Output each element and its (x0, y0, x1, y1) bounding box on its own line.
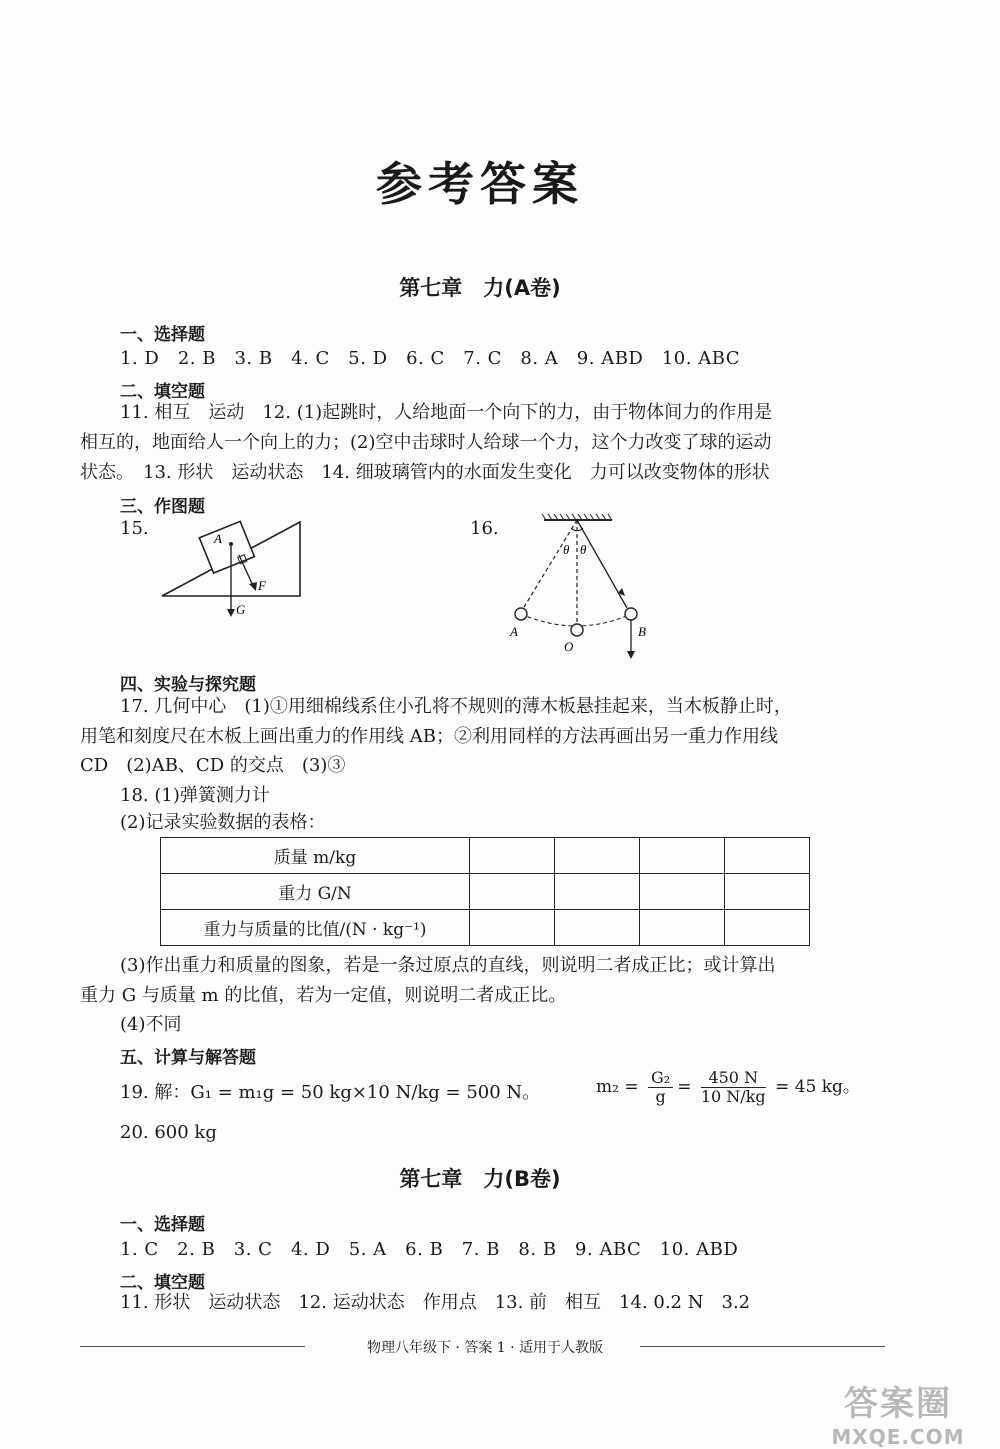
exp17-line-2: 用笔和刻度尺在木板上画出重力的作用线 AB；②利用同样的方法再画出另一重力作用线 (80, 726, 778, 747)
ball-a (515, 608, 527, 620)
section-calc-a: 五、计算与解答题 (120, 1048, 256, 1068)
fill-line-1: 11. 相互 运动 12. (1)起跳时，人给地面一个向下的力，由于物体间力的作用是 (120, 402, 773, 423)
watermark-top: 答案圈 (844, 1384, 952, 1424)
ball-o (571, 624, 583, 636)
table-cell-mass: 质量 m/kg (161, 838, 470, 874)
label-f: F (258, 578, 266, 593)
choice-answers-b: 1. C 2. B 3. C 4. D 5. A 6. B 7. B 8. B 9. ABC 10. ABD (120, 1239, 739, 1260)
q20-answer: 20. 600 kg (120, 1122, 217, 1143)
exp17-line-3: CD (2)AB、CD 的交点 (3)③ (80, 755, 346, 776)
ball-b (625, 608, 637, 620)
figure-15-incline (150, 510, 330, 625)
section-experiment-a: 四、实验与探究题 (120, 675, 256, 695)
exp18-line-5: (4)不同 (120, 1014, 182, 1035)
table-cell-gravity: 重力 G/N (161, 874, 470, 910)
exp18-line-1: 18. (1)弹簧测力计 (120, 785, 270, 806)
label-g: G (236, 602, 246, 617)
q15-label: 15. (120, 518, 149, 539)
q16-label: 16. (470, 518, 499, 539)
label-a: A (214, 531, 222, 546)
label-b: B (638, 624, 646, 639)
table-row (161, 874, 810, 910)
section-fill-b: 二、填空题 (120, 1273, 205, 1293)
string-right (577, 520, 627, 608)
section-choice-a: 一、选择题 (120, 325, 205, 345)
exp18-line-3: (3)作出重力和质量的图象，若是一条过原点的直线，则说明二者成正比；或计算出 (120, 955, 776, 976)
q19-answer: 19. 解：G₁ = m₁g = 50 kg×10 N/kg = 500 N。 (120, 1082, 541, 1103)
q19-formula: m₂ = $\frac{\text{G₂}}{g}$ = $\frac{450 N}{10 N/kg}$ = 45 kg。 (596, 1068, 860, 1106)
table-row (161, 910, 810, 946)
exp18-line-2: (2)记录实验数据的表格： (120, 812, 326, 833)
string-left-dashed (521, 520, 577, 612)
chapter-b-heading: 第七章 力(B卷) (399, 1167, 561, 1191)
section-fill-a: 二、填空题 (120, 382, 205, 402)
watermark-bottom: MXQE.COM (831, 1425, 965, 1449)
frac2-num: 450 N (701, 1069, 766, 1088)
frac2-den: 10 N/kg (700, 1087, 766, 1106)
label-a: A (510, 624, 518, 639)
label-o: O (564, 639, 574, 654)
figure-16-pendulum (500, 510, 660, 665)
table-cell-ratio: 重力与质量的比值/(N · kg⁻¹) (161, 910, 470, 946)
fill-line-2: 相互的，地面给人一个向上的力；(2)空中击球时人给球一个力，这个力改变了球的运动 (80, 432, 772, 453)
choice-answers-a: 1. D 2. B 3. B 4. C 5. D 6. C 7. C 8. A 9. ABD 10. ABC (120, 348, 741, 369)
theta-right: θ (580, 542, 587, 557)
block-a (199, 521, 254, 573)
frac1-num: G₂ (648, 1069, 673, 1088)
data-record-table (160, 837, 810, 946)
exp18-line-4: 重力 G 与质量 m 的比值，若为一定值，则说明二者成正比。 (80, 985, 567, 1006)
page-title: 参考答案 (376, 157, 584, 211)
watermark-logo (808, 1376, 988, 1449)
table-row (161, 838, 810, 874)
q19-formula-right: = 45 kg。 (775, 1077, 860, 1097)
page-footer: 物理八年级下 · 答案 1 · 适用于人教版 (366, 1340, 604, 1356)
q19-formula-left: m₂ = (596, 1077, 639, 1097)
theta-left: θ (563, 542, 570, 557)
fill-answers-b: 11. 形状 运动状态 12. 运动状态 作用点 13. 前 相互 14. 0.2 N 3.2 (120, 1292, 751, 1313)
exp17-line-1: 17. 几何中心 (1)①用细棉线系住小孔将不规则的薄木板悬挂起来，当木板静止时， (120, 696, 792, 717)
section-drawing-a: 三、作图题 (120, 497, 205, 517)
frac1-den: g (655, 1087, 666, 1106)
section-choice-b: 一、选择题 (120, 1215, 205, 1235)
fill-line-3: 状态。 13. 形状 运动状态 14. 细玻璃管内的水面发生变化 力可以改变物体的形状 (80, 462, 770, 483)
chapter-a-heading: 第七章 力(A卷) (399, 276, 561, 300)
